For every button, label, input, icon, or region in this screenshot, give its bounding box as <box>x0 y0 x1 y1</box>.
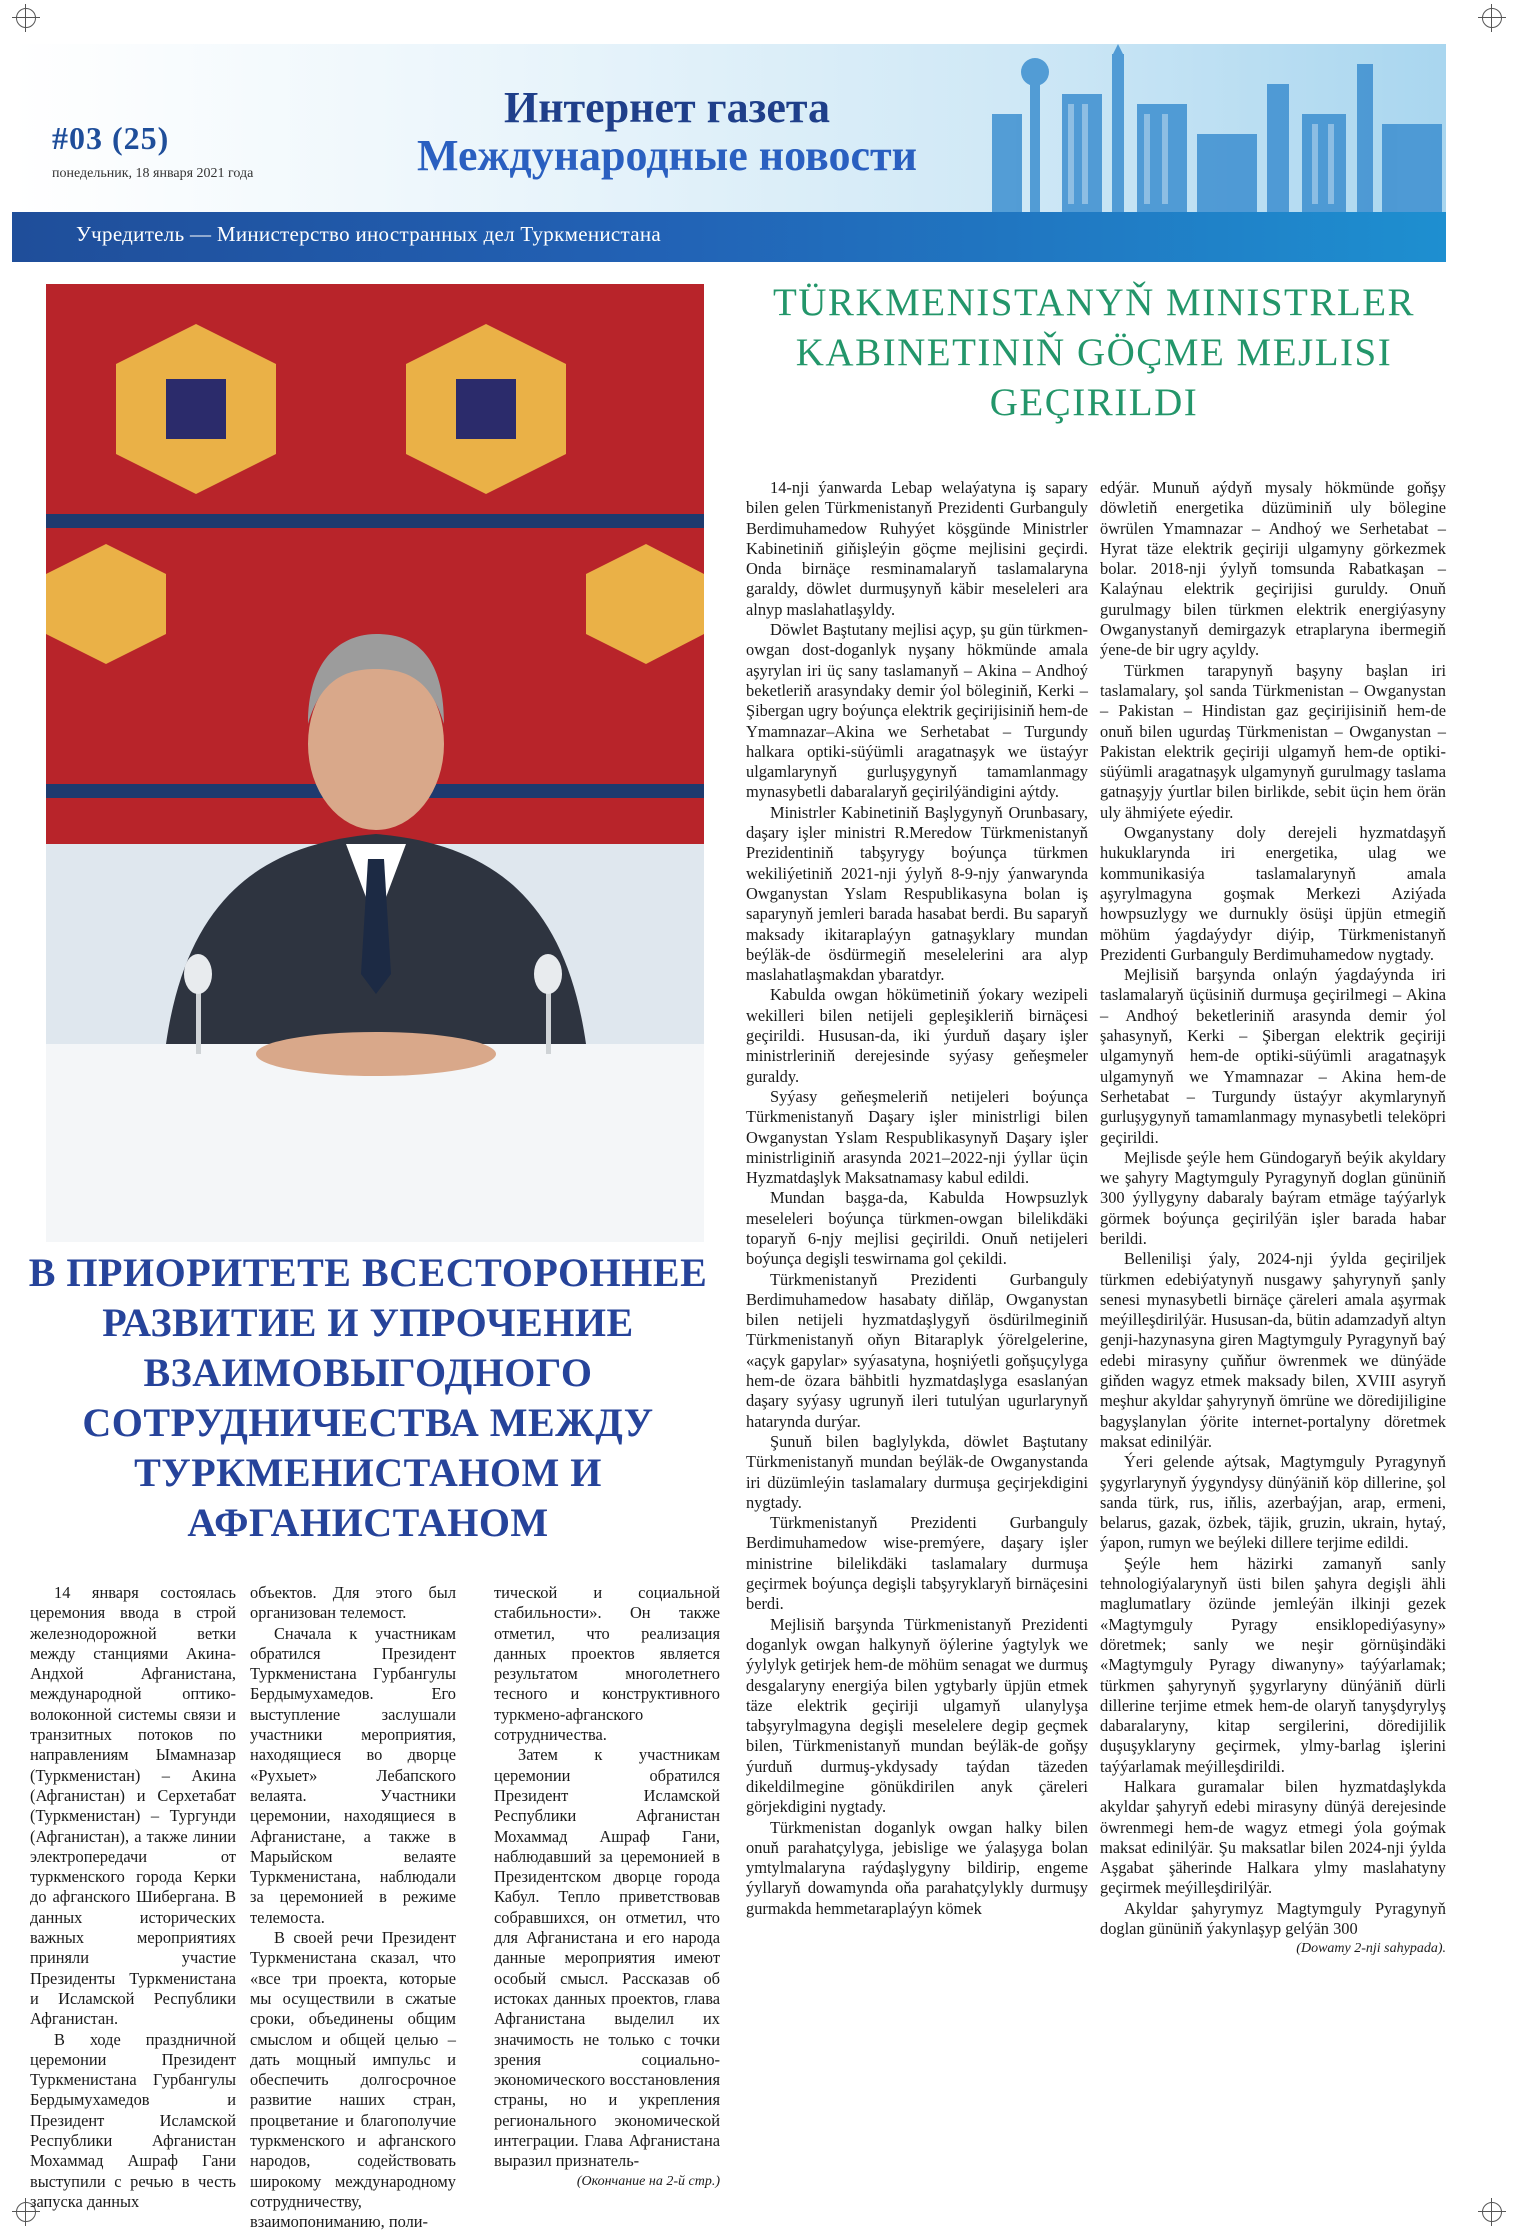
article-paragraph: Şunuň bilen baglylykda, döwlet Baştutany Türkmenistanyň mundan beýläk-de Owganystanda iri düzümleýin taslamalary durmuşa geçirjekdigini nygtady. <box>746 1431 1088 1512</box>
article-paragraph: Türkmenistanyň Prezidenti Gurbanguly Berdimuhamedow wise-premýere, daşary işler ministrine bilelikdäki taslamalary durmuşa geçirmek boýunça degişli tabşyryklaryň birnäçesini berdi. <box>746 1513 1088 1614</box>
ru-article-column-1 <box>30 1583 236 2212</box>
ru-article-column-2 <box>250 1583 456 2233</box>
article-paragraph: Türkmenistan doganlyk owgan halky bilen onuň parahatçylyga, jebislige we ýalaşyga bolan ymtylmalaryna raýdaşlygyny bildirip, engeme ýyllaryň dowamynda oňa parahatçylykly durmuşy gurmakda hemmetaraplaýyn kömek <box>746 1817 1088 1918</box>
issue-date: понедельник, 18 января 2021 года <box>52 166 254 181</box>
main-photo <box>46 284 704 1242</box>
masthead-title-line2: Международные новости <box>417 131 917 180</box>
registration-mark-icon <box>16 8 36 28</box>
article-paragraph: Kabulda owgan hökümetiniň ýokary wezipeli wekilleri bilen netijeli gepleşikleriň birnäçesi geçirildi. Hususan-da, iki ýurduň daşary işler ministrleriniň derejesinde syýasy geňeşmeler guraldy. <box>746 985 1088 1086</box>
registration-mark-icon <box>1482 8 1502 28</box>
tk-article-column-2 <box>1100 478 1446 1960</box>
article-paragraph: Türkmen tarapynyň başyny başlan iri taslamalary, şol sanda Türkmenistan – Owganystan – Pakistan – Hindistan gaz geçirijisiniň hem-de onuň bilen ugurdaş Türkmenistan – Owganystan – Pakistan elektrik geçiriji ulgamyň hem-de optiki-süýümli aragatnaşyk ulgamynyň gurulmagy taslama gatnaşyjy ýurtlar bilen birlikde, sebit üçin hem örän uly ähmiýete eýedir. <box>1100 660 1446 822</box>
article-paragraph: Bellenilişi ýaly, 2024-nji ýylda geçiriljek türkmen edebiýatynyň nusgawy şahyrynyň şanly senesi mynasybetli birnäçe çäreleri amala aşyrmak meýilleşdirilýär. Hususan-da, bütin adamzadyň altyn genji-hazynasyna giren Magtymguly Pyragynyň baý edebi mirasyny çuňňur öwrenmek we dünýäde giňden wagyz etmek maksady bilen, XVIII asyryň meşhur akyldar şahyrynyň ömrüne we döredijiligine bagyşlanylan ýörite internet-portalyny döretmek maksat edinilýär. <box>1100 1249 1446 1451</box>
city-skyline-icon <box>972 44 1446 212</box>
article-paragraph: Şeýle hem häzirki zamanyň sanly tehnologiýalarynyň üsti bilen şahyra degişli ähli maglumatlary özünde jemleýän ilkinji gezek «Magtymguly Pyragy ensiklopediýasyny» döretmek; sanly we neşir görnüşindäki «Magtymguly Pyragy diwanyny» taýýarlamak; türkmen şahyrynyň şygyrlaryny dünýäniň dürli dillerine terjime etmek hem-de olaryň tanyşdyrylyş dabaralaryny, kitap sergilerini, döredijilik duşuşyklaryny geçirmek, ylmy-barlag işlerini taýýarlamak meýilleşdirildi. <box>1100 1553 1446 1776</box>
president-photo-image <box>46 284 704 1242</box>
article-paragraph: Akyldar şahyrymyz Magtymguly Pyragynyň doglan gününiň ýakynlaşyp gelýän 300 <box>1100 1898 1446 1939</box>
tk-article-headline: TÜRKMENISTANYŇ MINISTRLER KABINETINIŇ GÖÇME MEJLISI GEÇIRILDI <box>772 281 1416 424</box>
article-paragraph: Mejlisiň barşynda Türkmenistanyň Prezidenti doganlyk owgan halkynyň öýlerine ýagtylyk we ýylylyk getirjek hem-de möhüm senagat we durmuş desgalaryny energiýa bilen ygtybarly üpjün etmek täze elektrik geçiriji ulgamyň ulanylyşa tabşyrylmagyna degişli meselelere degip geçmek bilen, Türkmenistanyň mundan beýläk-de goňşy ýurduň durmuş-ykdysady taýdan täzeden dikeldilmegine gönükdirilen anyk çäreleri görjekdigini nygtady. <box>746 1614 1088 1817</box>
article-paragraph: Mundan başga-da, Kabulda Howpsuzlyk meseleleri boýunça türkmen-owgan bilelikdäki toparyň 6-njy mejlisi geçirildi. Onuň netijeleri boýunça degişli teswirnama gol çekildi. <box>746 1188 1088 1269</box>
article-paragraph: 14-nji ýanwarda Lebap welaýatyna iş sapary bilen gelen Türkmenistanyň Prezidenti Gurbanguly Berdimuhamedow Ruhyýet köşgünde Ministrler Kabinetiniň giňişleýin göçme mejlisini geçirdi. Onda birnäçe resminamalaryň taslamalaryna garaldy, döwlet durmuşynyň käbir meseleleri ara alnyp maslahatlaşyldy. <box>746 478 1088 619</box>
masthead-title-line1: Интернет газета <box>503 83 831 132</box>
article-paragraph: Ýeri gelende aýtsak, Magtymguly Pyragynyň şygyrlarynyň ýygyndysy dünýäniň köp dillerine, şol sanda türk, rus, iňlis, azerbaýjan, arap, ermeni, belarus, gazak, özbek, täjik, gruzin, ukrain, hytaý, ýapon, rumyn we beýleki dillere terjime edildi. <box>1100 1452 1446 1553</box>
article-paragraph: Owganystany doly derejeli hyzmatdaşyň hukuklarynda iri energetika, ulag we kommunikasiýa taslamalarynyň amala aşyrylmagyna goşmak Merkezi Aziýada howpsuzlygy we durnukly ösüşi üpjün etmegiň möhüm ýagdaýydyr diýip, Türkmenistanyň Prezidenti Gurbanguly Berdimuhamedow nygtady. <box>1100 823 1446 964</box>
article-paragraph: Затем к участникам церемонии обратился Президент Исламской Республики Афганистан Мохаммад Ашраф Гани, наблюдавший за церемонией в Президентском дворце города Кабул. Тепло приветствовав собравшихся, он отметил, что для Афганистана и его народа данные мероприятия имеют особый смысл. Рассказав об истоках данных проектов, глава Афганистана выделил их значимость не только с точки зрения социально-экономического восстановления страны, но и укрепления регионального экономической интеграции. Глава Афганистана выразил признатель- <box>494 1745 720 2171</box>
article-paragraph: Döwlet Baştutany mejlisi açyp, şu gün türkmen-owgan dost-doganlyk nyşany hökmünde amala aşyrylan iri üç sany taslamanyň – Akina – Andhoý beketleriň arasyndaky demir ýol böleginiň, Kerki – Şibergan ugry boýunça elektrik geçirijisiniň hem-de Ymamnazar–Akina we Serhetabat – Turgundy halkara optiki-süýümli aragatnaşyk we üstaýyr ulgamlarynyň gurluşygynyň tamamlanmagy mynasybetli dabaralaryň geçirilýändigini aýtdy. <box>746 620 1088 802</box>
ru-article-column-3 <box>494 1583 720 2192</box>
article-paragraph: Ministrler Kabinetiniň Başlygynyň Orunbasary, daşary işler ministri R.Meredow Türkmenistanyň Prezidentiniň tabşyrygy boýunça türkmen wekiliýetiniň 2021-nji ýylyň 8-9-njy ýanwarynda Owganystan Yslam Respublikasyna bolan iş saparynyň jemleri barada hasabat berdi. Bu saparyň maksady ikitaraplaýyn gatnaşyklary mundan beýläk-de ösdürmegiň meselelerini ara alyp maslahatlaşmakdan ybaratdyr. <box>746 802 1088 985</box>
tk-article-column-1 <box>746 478 1088 1919</box>
article-paragraph: edýär. Munuň aýdyň mysaly hökmünde goňşy döwletiň energetika düzüminiň uly bölegine öwrülen Ymamnazar – Andhoý we Serhetabat – Hyrat täze elektrik geçiriji ulgamyny görkezmek bolar. 2018-nji ýylyň tomsunda Rabatkaşan – Kalaýnau elektrik geçirijisi guruldy. Onuň gurulmagy bilen türkmen elektrik energiýasyny Owganystanyň demirgazyk etraplaryna ibermegiň ýene-de bir ugry açyldy. <box>1100 478 1446 660</box>
masthead <box>12 44 1446 262</box>
article-paragraph: тической и социальной стабильности». Он также отметил, что реализация данных проектов является результатом многолетнего тесного и конструктивного туркмено-афганского сотрудничества. <box>494 1583 720 1745</box>
article-paragraph: 14 января состоялась церемония ввода в строй железнодорожной ветки между станциями Акина-Андхой Афганистана, международной оптико-волоконной системы связи и транзитных потоков по направлениям Ымамназар (Туркменистан) – Акина (Афганистан) и Серхетабат (Туркменистан) – Тургунди (Афганистан), а также линии электропередачи от туркменского города Керки до афганского Шибергана. В данных исторических важных мероприятиях приняли участие Президенты Туркменистана и Исламской Республики Афганистан. <box>30 1583 236 2029</box>
article-paragraph: Mejlisiň barşynda onlaýn ýagdaýynda iri taslamalaryň üçüsiniň durmuşa geçirilmegi – Akina – Andhoý beketleriniň arasynda demir ýol şahasynyň, Kerki – Şibergan elektrik geçiriji ulgamynyň hem-de optiki-süýümli aragatnaşyk ulgamynyň we Ymamnazar – Akina hem-de Serhetabat – Turgundy üstaýyr akymlarynyň gurluşygynyň tamamlanmagy mynasybetli teleköpri geçirildi. <box>1100 965 1446 1147</box>
article-paragraph: Mejlisde şeýle hem Gündogaryň beýik akyldary we şahyry Magtymguly Pyragynyň doglan gününiň 300 ýyllygyny dabaraly baýram etmäge taýýarlyk görmek boýunça geçirilýän işler barada habar berildi. <box>1100 1147 1446 1248</box>
article-paragraph: Syýasy geňeşmeleriň netijeleri boýunça Türkmenistanyň Daşary işler ministrligi bilen Owganystan Yslam Respublikasynyň Daşary işler ministrliginiň arasynda 2021–2022-nji ýyllar üçin Hyzmatdaşlyk Maksatnamasy kabul edildi. <box>746 1086 1088 1188</box>
article-paragraph: В своей речи Президент Туркменистана сказал, что «все три проекта, которые мы осуществили в сжатые сроки, объединены общим смыслом и общей целью – дать мощный импульс и обеспечить долгосрочное развитие наших стран, процветание и благополучие туркменского и афганского народов, содействовать широкому международному сотрудничеству, взаимопониманию, поли- <box>250 1928 456 2232</box>
issue-number: #03 (25) <box>52 120 170 156</box>
registration-mark-icon <box>1482 2202 1502 2222</box>
ru-article-headline: В ПРИОРИТЕТЕ ВСЕСТОРОННЕЕ РАЗВИТИЕ И УПРОЧЕНИЕ ВЗАИМОВЫГОДНОГО СОТРУДНИЧЕСТВА МЕЖДУ ТУРКМЕНИСТАНОМ И АФГАНИСТАНОМ <box>28 1250 708 1545</box>
article-paragraph: объектов. Для этого был организован телемост. <box>250 1583 456 1623</box>
article-paragraph: Türkmenistanyň Prezidenti Gurbanguly Berdimuhamedow hasabaty diňläp, Owganystan bilen netijeli hyzmatdaşlygyň ösdürilmeginiň Türkmenistanyň oňyn Bitaraplyk ýörelgelerine, «açyk gapylar» syýasatyna, hoşniýetli goňşuçylyga hem-de özara bähbitli hyzmatdaşlyga esaslanýan daşary syýasy ugrunyň ileri tutulýan ugurlarynyň hatarynda durýar. <box>746 1269 1088 1431</box>
article-paragraph: Сначала к участникам обратился Президент Туркменистана Гурбангулы Бердымухамедов. Его выступление заслушали участники мероприятия, находящиеся во дворце «Рухыет» Лебапского велаята. Участники церемонии, находящиеся в Афганистане, а также в Марыйском велаяте Туркменистана, наблюдали за церемонией в режиме телемоста. <box>250 1623 456 1927</box>
article-paragraph: В ходе праздничной церемонии Президент Туркменистана Гурбангулы Бердымухамедов и Президент Исламской Республики Афганистан Мохаммад Ашраф Гани выступили с речью в честь запуска данных <box>30 2029 236 2211</box>
article-paragraph: Halkara guramalar bilen hyzmatdaşlykda akyldar şahyryň edebi mirasyny dünýä derejesinde öwrenmegi hem-de wagyz etmegi ýola goýmak maksat edinilýär. Şu maksatlar bilen 2024-nji ýylda Aşgabat şäherinde Halkara ylmy maslahatyny geçirmek meýilleşdirilýär. <box>1100 1777 1446 1898</box>
continued-note: (Окончание на 2-й стр.) <box>576 2173 720 2189</box>
founder-line: Учредитель — Министерство иностранных дел Туркменистана <box>76 222 662 246</box>
continued-note: (Dowamy 2-nji sahypada). <box>1296 1941 1446 1957</box>
